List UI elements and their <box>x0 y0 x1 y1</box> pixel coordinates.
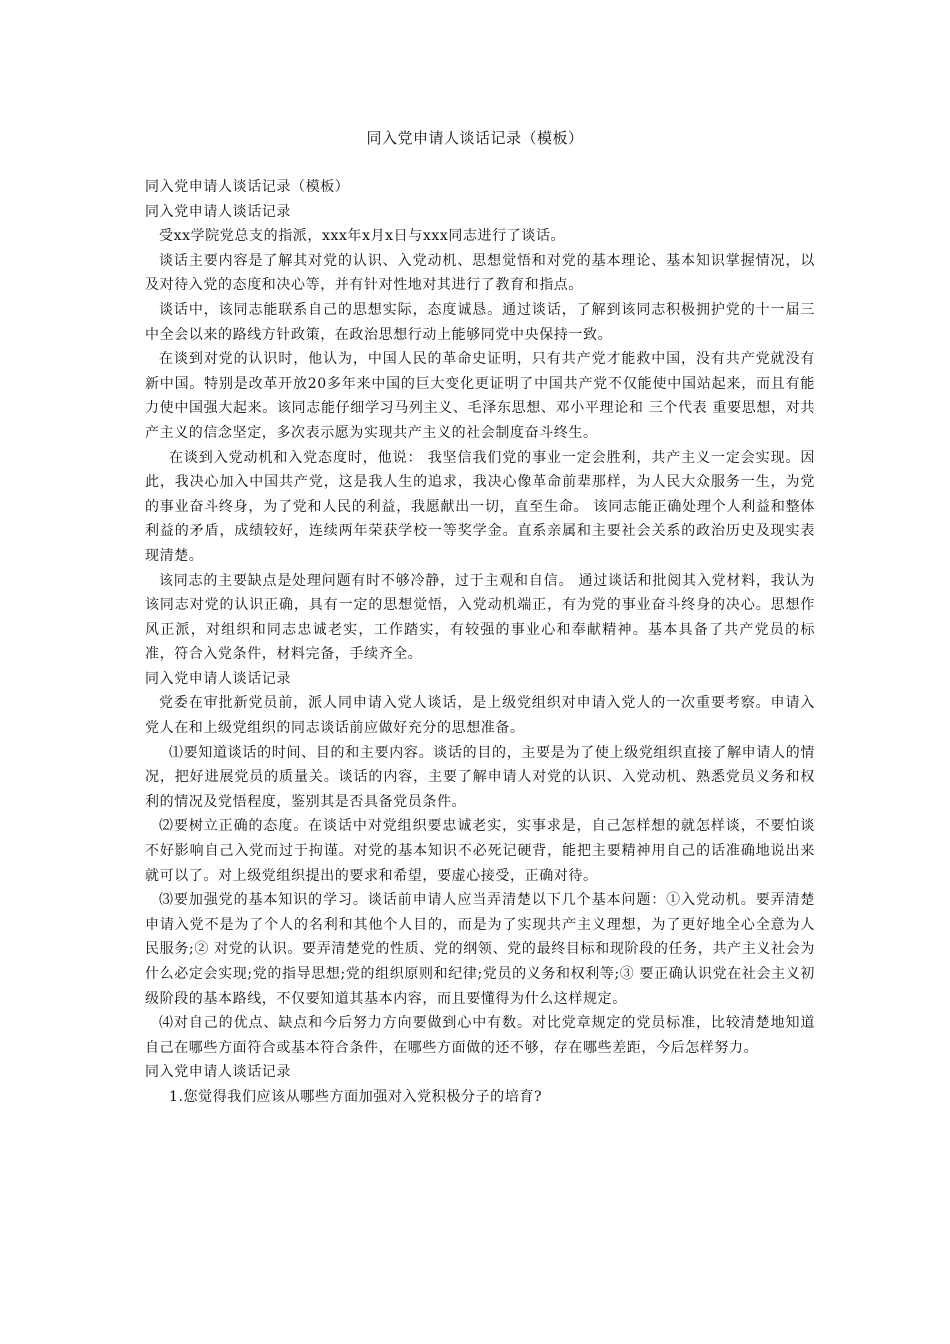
paragraph: 党委在审批新党员前，派人同申请入党人谈话，是上级党组织对申请入党人的一次重要考察。申请入党人在和上级党组织的同志谈话前应做好充分的思想准备。 <box>145 695 815 737</box>
document-title: 同入党申请人谈话记录（模板） <box>366 129 584 147</box>
section-heading: 同入党申请人谈话记录 <box>145 1064 291 1081</box>
section-heading: 同入党申请人谈话记录（模板） <box>145 179 350 195</box>
paragraph: 受xx学院党总支的指派，xxx年x月x日与xxx同志进行了谈话。 <box>159 228 566 245</box>
document-body <box>145 175 815 1110</box>
paragraph: 在谈到入党动机和入党态度时，他说： 我坚信我们党的事业一定会胜利，共产主义一定会实现。因此，我决心加入中国共产党，这是我人生的追求，我决心像革命前辈那样，为人民大众服务一生，为党的事业奋斗终身，为了党和人民的利益，我愿献出一切，直至生命。 该同志能正确处理个人利益和整体利益的矛盾，成绩较好，连续两年荣获学校一等奖学金。直系亲属和主要社会关系的政治历史及现实表现清楚。 <box>145 449 815 564</box>
paragraph: 该同志的主要缺点是处理问题有时不够冷静，过于主观和自信。 通过谈话和批阅其入党材料，我认为该同志对党的认识正确，具有一定的思想觉悟，入党动机端正，有为党的事业奋斗终身的决心。思想作风正派，对组织和同志忠诚老实，工作踏实，有较强的事业心和奉献精神。基本具备了共产党员的标准，符合入党条件，材料完备，手续齐全。 <box>145 572 815 663</box>
section-heading: 同入党申请人谈话记录 <box>145 203 291 220</box>
paragraph: 在谈到对党的认识时，他认为，中国人民的革命史证明，只有共产党才能救中国，没有共产党就没有新中国。特别是改革开放20多年来中国的巨大变化更证明了中国共产党不仅能使中国站起来，而且有能力使中国强大起来。该同志能仔细学习马列主义、毛泽东思想、邓小平理论和 三个代表 重要思想，对共产主义的信念坚定，多次表示愿为实现共产主义的社会制度奋斗终生。 <box>145 351 815 441</box>
paragraph: ⑶要加强党的基本知识的学习。谈话前申请人应当弄清楚以下几个基本问题：①入党动机。要弄清楚申请入党不是为了个人的名利和其他个人目的，而是为了实现共产主义理想，为了更好地全心全意为人民服务;② 对党的认识。要弄清楚党的性质、党的纲领、党的最终目标和现阶段的任务，共产主义社会为什么必定会实现;党的指导思想;党的组织原则和纪律;党员的义务和权利等;③ 要正确认识党在社会主义初级阶段的基本路线，不仅要知道其基本内容，而且要懂得为什么这样规定。 <box>145 892 815 1007</box>
paragraph: 谈话中，该同志能联系自己的思想实际，态度诚恳。通过谈话，了解到该同志积极拥护党的十一届三中全会以来的路线方针政策，在政治思想行动上能够同党中央保持一致。 <box>145 301 815 343</box>
paragraph: ⑷对自己的优点、缺点和今后努力方向要做到心中有数。对比党章规定的党员标准，比较清楚地知道自己在哪些方面符合或基本符合条件，在哪些方面做的还不够，存在哪些差距，今后怎样努力。 <box>145 1015 815 1056</box>
paragraph: ⑵要树立正确的态度。在谈话中对党组织要忠诚老实，实事求是，自己怎样想的就怎样谈，不要怕谈不好影响自己入党而过于拘谨。对党的基本知识不必死记硬背，能把主要精神用自己的话准确地说出来就可以了。对上级党组织提出的要求和希望，要虚心接受，正确对待。 <box>145 818 815 884</box>
section-heading: 同入党申请人谈话记录 <box>145 670 291 687</box>
paragraph: 谈话主要内容是了解其对党的认识、入党动机、思想觉悟和对党的基本理论、基本知识掌握情况，以及对待入党的态度和决心等，并有针对性地对其进行了教育和指点。 <box>145 252 815 294</box>
paragraph: 1.您觉得我们应该从哪些方面加强对入党积极分子的培育? <box>169 1088 543 1105</box>
paragraph: ⑴要知道谈话的时间、目的和主要内容。谈话的目的，主要是为了使上级党组织直接了解申请人的情况，把好进展党员的质量关。谈话的内容，主要了解申请人对党的认识、入党动机、熟悉党员义务和权利的情况及党悟程度，鉴别其是否具备党员条件。 <box>145 744 815 810</box>
